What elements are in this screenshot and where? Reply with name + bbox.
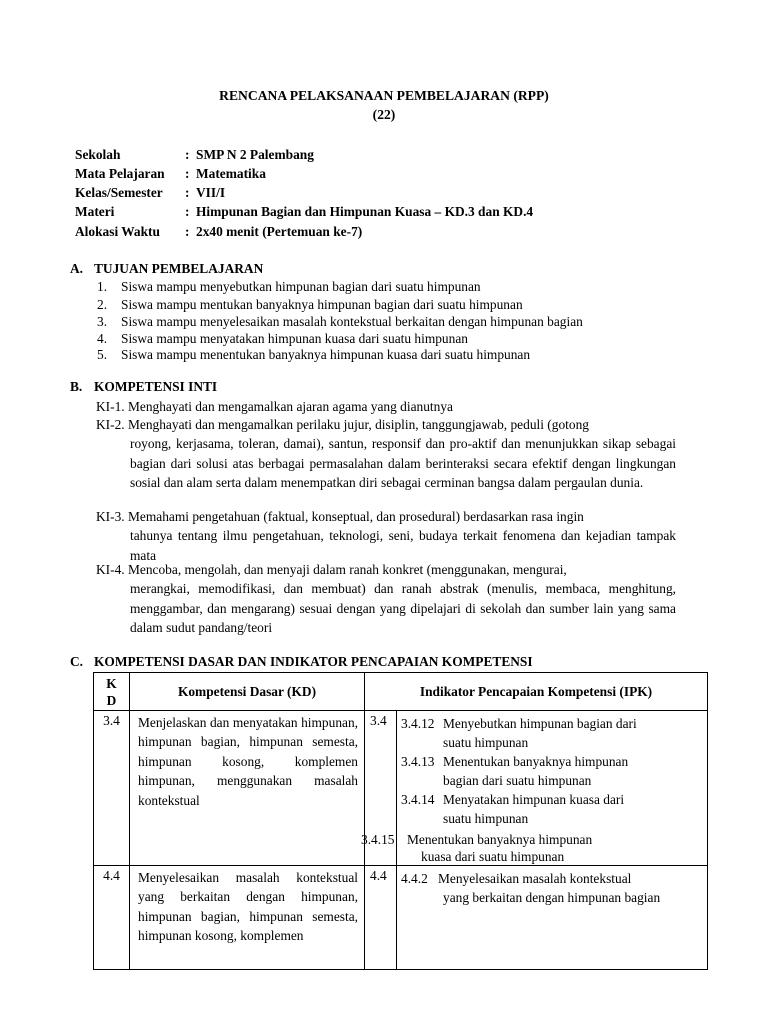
section-letter: C. [70,654,84,669]
objective-number: 2. [97,297,108,312]
ki-1 [96,398,676,416]
objective-number: 3. [97,314,108,329]
objective-text: Siswa mampu menyebutkan himpunan bagian dari suatu himpunan [121,279,481,294]
ki-2 [96,415,676,493]
ipk-code: 3.4.14 [401,792,435,807]
objective-item [97,278,481,296]
header-indikator: Indikator Pencapaian Kompetensi (IPK) [365,673,708,711]
kd-number: 4.4 [94,866,130,970]
objective-number: 5. [97,347,108,362]
ki-text-rest: tahunya tentang ilmu pengetahuan, teknologi, seni, budaya terkait fenomena dan kejadian tampak mata [130,528,676,563]
table-row [94,711,708,866]
info-row-kelas-semester [75,183,225,202]
section-a-heading [70,261,263,277]
kd-ipk-table [93,672,708,970]
ipk-item [401,714,703,752]
section-letter: A. [70,261,84,276]
ipk-text-cont: suatu himpunan [443,735,529,750]
objective-item [97,313,583,331]
kd-number: 3.4 [94,711,130,866]
header-kd: K D [94,673,130,711]
section-c-heading [70,654,533,670]
ki-text-first: Mencoba, mengolah, dan menyaji dalam ranah konkret (menggunakan, mengurai, [128,562,567,577]
ipk-item [401,752,703,790]
ipk-kd-number: 4.4 [365,866,397,970]
objective-number: 1. [97,279,108,294]
ipk-item [401,790,703,828]
info-value: SMP N 2 Palembang [196,147,314,162]
ki-text-first: Memahami pengetahuan (faktual, konseptual, dan prosedural) berdasarkan rasa ingin [128,509,584,524]
ipk-text: Menyatakan himpunan kuasa dari [443,792,625,807]
info-separator: : [185,185,190,200]
ki-code: KI-4. [96,562,125,577]
info-separator: : [185,224,190,239]
ipk-kd-number: 3.4 [365,711,397,866]
ki-text-rest: royong, kerjasama, toleran, damai), santun, responsif dan pro-aktif dan menunjukkan sikap sebagai bagian dari solusi atas berbagai permasalahan dalam berinteraksi secara efektif dengan lingkungan sosial dan alam serta dalam menempatkan diri sebagai cerminan bangsa dalam pergaulan dunia. [130,436,676,491]
section-title: KOMPETENSI DASAR DAN INDIKATOR PENCAPAIAN KOMPETENSI [94,654,533,669]
ki-text: Menghayati dan mengamalkan ajaran agama yang dianutnya [128,399,453,414]
info-value: Matematika [196,166,266,181]
ipk-list [397,866,708,970]
objective-item [97,296,523,314]
ipk-text: Menentukan banyaknya himpunan [407,832,593,847]
info-row-mata-pelajaran [75,164,266,183]
info-value: VII/I [196,185,226,200]
ipk-text-cont: suatu himpunan [443,811,529,826]
ki-3 [96,507,676,565]
ipk-code: 3.4.15 [361,832,395,847]
objective-text: Siswa mampu menyelesaikan masalah kontekstual berkaitan dengan himpunan bagian [121,314,583,329]
ki-4 [96,560,676,638]
ipk-list [361,711,708,866]
ipk-text: Menentukan banyaknya himpunan [443,754,629,769]
ipk-text: Menyelesaikan masalah kontekstual [438,871,632,886]
section-title: KOMPETENSI INTI [94,379,218,394]
objective-number: 4. [97,331,108,346]
info-separator: : [185,166,190,181]
header-kompetensi-dasar: Kompetensi Dasar (KD) [130,673,365,711]
info-label: Mata Pelajaran [75,166,165,181]
objective-text: Siswa mampu mentukan banyaknya himpunan bagian dari suatu himpunan [121,297,523,312]
ipk-text-cont: bagian dari suatu himpunan [443,773,592,788]
ipk-text: Menyebutkan himpunan bagian dari [443,716,637,731]
ipk-code: 4.4.2 [401,871,428,886]
objective-text: Siswa mampu menyatakan himpunan kuasa dari suatu himpunan [121,331,468,346]
info-separator: : [185,147,190,162]
kd-description: Menjelaskan dan menyatakan himpunan, himpunan bagian, himpunan semesta, himpunan kosong, komplemen himpunan, menggunakan masalah kontekstual [130,711,365,866]
info-label: Alokasi Waktu [75,224,160,239]
section-letter: B. [70,379,83,394]
info-value: 2x40 menit (Pertemuan ke-7) [196,224,363,239]
ki-code: KI-1. [96,399,125,414]
info-label: Materi [75,204,115,219]
ipk-code: 3.4.13 [401,754,435,769]
section-title: TUJUAN PEMBELAJARAN [94,261,264,276]
info-label: Kelas/Semester [75,185,163,200]
table-row [94,866,708,970]
info-label: Sekolah [75,147,121,162]
info-value: Himpunan Bagian dan Himpunan Kuasa – KD.3 dan KD.4 [196,204,534,219]
info-row-materi [75,202,533,221]
table-header-row [94,673,708,711]
ipk-item [401,869,703,907]
ki-code: KI-2. [96,417,125,432]
info-row-alokasi-waktu [75,222,362,241]
document-number: (22) [372,107,396,122]
ipk-text-cont: yang berkaitan dengan himpunan bagian [443,890,661,905]
objective-item [97,346,530,364]
info-row-sekolah [75,145,314,164]
document-title: RENCANA PELAKSANAAN PEMBELAJARAN (RPP) [219,88,549,103]
kd-description: Menyelesaikan masalah kontekstual yang berkaitan dengan himpunan, himpunan bagian, himpunan semesta, himpunan kosong, komplemen [130,866,365,970]
ipk-text-cont: kuasa dari suatu himpunan [421,849,565,864]
section-b-heading [70,379,217,395]
ipk-item [361,831,703,865]
info-separator: : [185,204,190,219]
objective-text: Siswa mampu menentukan banyaknya himpunan kuasa dari suatu himpunan [121,347,531,362]
ki-text-first: Menghayati dan mengamalkan perilaku jujur, disiplin, tanggungjawab, peduli (gotong [128,417,589,432]
ipk-code: 3.4.12 [401,716,435,731]
ki-code: KI-3. [96,509,125,524]
ki-text-rest: merangkai, memodifikasi, dan membuat) dan ranah abstrak (menulis, membaca, menghitung, menggambar, dan mengarang) sesuai dengan yang dipelajari di sekolah dan sumber lain yang sama dalam sudut pandang/teori [130,581,676,636]
